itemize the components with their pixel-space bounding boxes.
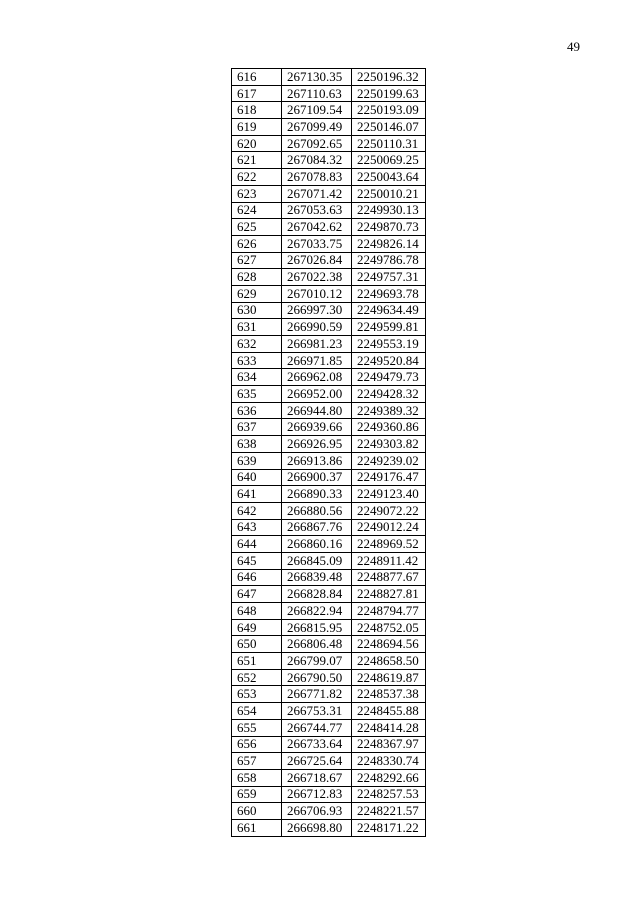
x-coordinate-cell: 266706.93: [282, 803, 352, 820]
point-number-cell: 649: [232, 619, 282, 636]
point-number-cell: 652: [232, 669, 282, 686]
y-coordinate-cell: 2249303.82: [352, 436, 426, 453]
point-number-cell: 620: [232, 135, 282, 152]
x-coordinate-cell: 266806.48: [282, 636, 352, 653]
table-row: [232, 636, 426, 653]
point-number-cell: 639: [232, 452, 282, 469]
point-number-cell: 646: [232, 569, 282, 586]
table-row: [232, 119, 426, 136]
x-coordinate-cell: 266828.84: [282, 586, 352, 603]
point-number-cell: 654: [232, 703, 282, 720]
y-coordinate-cell: 2248911.42: [352, 552, 426, 569]
point-number-cell: 641: [232, 486, 282, 503]
point-number-cell: 644: [232, 536, 282, 553]
point-number-cell: 660: [232, 803, 282, 820]
y-coordinate-cell: 2248827.81: [352, 586, 426, 603]
table-row: [232, 819, 426, 836]
point-number-cell: 661: [232, 819, 282, 836]
y-coordinate-cell: 2248658.50: [352, 653, 426, 670]
point-number-cell: 650: [232, 636, 282, 653]
x-coordinate-cell: 266860.16: [282, 536, 352, 553]
table-row: [232, 352, 426, 369]
point-number-cell: 647: [232, 586, 282, 603]
table-row: [232, 386, 426, 403]
y-coordinate-cell: 2249870.73: [352, 219, 426, 236]
y-coordinate-cell: 2249786.78: [352, 252, 426, 269]
x-coordinate-cell: 267110.63: [282, 85, 352, 102]
table-row: [232, 486, 426, 503]
point-number-cell: 621: [232, 152, 282, 169]
y-coordinate-cell: 2250199.63: [352, 85, 426, 102]
point-number-cell: 642: [232, 502, 282, 519]
y-coordinate-cell: 2249479.73: [352, 369, 426, 386]
point-number-cell: 655: [232, 719, 282, 736]
y-coordinate-cell: 2248257.53: [352, 786, 426, 803]
table-row: [232, 552, 426, 569]
table-row: [232, 135, 426, 152]
y-coordinate-cell: 2248367.97: [352, 736, 426, 753]
y-coordinate-cell: 2248171.22: [352, 819, 426, 836]
point-number-cell: 635: [232, 386, 282, 403]
x-coordinate-cell: 266944.80: [282, 402, 352, 419]
coordinate-table: [231, 68, 426, 837]
y-coordinate-cell: 2249012.24: [352, 519, 426, 536]
point-number-cell: 657: [232, 753, 282, 770]
table-row: [232, 336, 426, 353]
y-coordinate-cell: 2249693.78: [352, 285, 426, 302]
x-coordinate-cell: 266913.86: [282, 452, 352, 469]
x-coordinate-cell: 266981.23: [282, 336, 352, 353]
y-coordinate-cell: 2249239.02: [352, 452, 426, 469]
point-number-cell: 628: [232, 269, 282, 286]
y-coordinate-cell: 2249930.13: [352, 202, 426, 219]
table-row: [232, 653, 426, 670]
y-coordinate-cell: 2249826.14: [352, 235, 426, 252]
point-number-cell: 624: [232, 202, 282, 219]
page-number: 49: [567, 39, 580, 54]
x-coordinate-cell: 267053.63: [282, 202, 352, 219]
y-coordinate-cell: 2250069.25: [352, 152, 426, 169]
x-coordinate-cell: 266900.37: [282, 469, 352, 486]
table-row: [232, 69, 426, 86]
x-coordinate-cell: 266867.76: [282, 519, 352, 536]
y-coordinate-cell: 2249123.40: [352, 486, 426, 503]
x-coordinate-cell: 266725.64: [282, 753, 352, 770]
x-coordinate-cell: 267099.49: [282, 119, 352, 136]
point-number-cell: 617: [232, 85, 282, 102]
y-coordinate-cell: 2249428.32: [352, 386, 426, 403]
x-coordinate-cell: 266712.83: [282, 786, 352, 803]
x-coordinate-cell: 266799.07: [282, 653, 352, 670]
table-row: [232, 169, 426, 186]
point-number-cell: 632: [232, 336, 282, 353]
table-row: [232, 469, 426, 486]
point-number-cell: 618: [232, 102, 282, 119]
table-row: [232, 786, 426, 803]
x-coordinate-cell: 267092.65: [282, 135, 352, 152]
y-coordinate-cell: 2250043.64: [352, 169, 426, 186]
x-coordinate-cell: 266698.80: [282, 819, 352, 836]
y-coordinate-cell: 2248330.74: [352, 753, 426, 770]
y-coordinate-cell: 2248694.56: [352, 636, 426, 653]
y-coordinate-cell: 2249176.47: [352, 469, 426, 486]
coordinate-table-body: [232, 69, 426, 837]
point-number-cell: 648: [232, 603, 282, 620]
y-coordinate-cell: 2249360.86: [352, 419, 426, 436]
table-row: [232, 569, 426, 586]
y-coordinate-cell: 2249389.32: [352, 402, 426, 419]
point-number-cell: 640: [232, 469, 282, 486]
x-coordinate-cell: 266839.48: [282, 569, 352, 586]
x-coordinate-cell: 266939.66: [282, 419, 352, 436]
point-number-cell: 630: [232, 302, 282, 319]
table-row: [232, 619, 426, 636]
x-coordinate-cell: 267078.83: [282, 169, 352, 186]
point-number-cell: 634: [232, 369, 282, 386]
x-coordinate-cell: 267022.38: [282, 269, 352, 286]
x-coordinate-cell: 266971.85: [282, 352, 352, 369]
x-coordinate-cell: 266890.33: [282, 486, 352, 503]
x-coordinate-cell: 266952.00: [282, 386, 352, 403]
x-coordinate-cell: 267130.35: [282, 69, 352, 86]
x-coordinate-cell: 266997.30: [282, 302, 352, 319]
table-row: [232, 753, 426, 770]
table-row: [232, 686, 426, 703]
table-row: [232, 152, 426, 169]
table-row: [232, 803, 426, 820]
point-number-cell: 643: [232, 519, 282, 536]
y-coordinate-cell: 2249757.31: [352, 269, 426, 286]
point-number-cell: 623: [232, 185, 282, 202]
table-row: [232, 436, 426, 453]
point-number-cell: 653: [232, 686, 282, 703]
table-row: [232, 219, 426, 236]
x-coordinate-cell: 267071.42: [282, 185, 352, 202]
y-coordinate-cell: 2248619.87: [352, 669, 426, 686]
table-row: [232, 719, 426, 736]
x-coordinate-cell: 266790.50: [282, 669, 352, 686]
table-row: [232, 202, 426, 219]
point-number-cell: 637: [232, 419, 282, 436]
x-coordinate-cell: 266733.64: [282, 736, 352, 753]
table-row: [232, 302, 426, 319]
y-coordinate-cell: 2248221.57: [352, 803, 426, 820]
table-row: [232, 452, 426, 469]
table-row: [232, 419, 426, 436]
point-number-cell: 633: [232, 352, 282, 369]
x-coordinate-cell: 267033.75: [282, 235, 352, 252]
table-row: [232, 669, 426, 686]
point-number-cell: 636: [232, 402, 282, 419]
table-row: [232, 502, 426, 519]
x-coordinate-cell: 266990.59: [282, 319, 352, 336]
x-coordinate-cell: 267010.12: [282, 285, 352, 302]
x-coordinate-cell: 267042.62: [282, 219, 352, 236]
x-coordinate-cell: 266926.95: [282, 436, 352, 453]
y-coordinate-cell: 2248752.05: [352, 619, 426, 636]
point-number-cell: 625: [232, 219, 282, 236]
y-coordinate-cell: 2248877.67: [352, 569, 426, 586]
point-number-cell: 658: [232, 769, 282, 786]
table-row: [232, 536, 426, 553]
y-coordinate-cell: 2248455.88: [352, 703, 426, 720]
x-coordinate-cell: 266753.31: [282, 703, 352, 720]
y-coordinate-cell: 2249634.49: [352, 302, 426, 319]
table-row: [232, 252, 426, 269]
table-row: [232, 603, 426, 620]
point-number-cell: 629: [232, 285, 282, 302]
point-number-cell: 645: [232, 552, 282, 569]
y-coordinate-cell: 2248414.28: [352, 719, 426, 736]
x-coordinate-cell: 267026.84: [282, 252, 352, 269]
table-row: [232, 369, 426, 386]
point-number-cell: 659: [232, 786, 282, 803]
x-coordinate-cell: 266815.95: [282, 619, 352, 636]
table-row: [232, 285, 426, 302]
x-coordinate-cell: 266962.08: [282, 369, 352, 386]
point-number-cell: 631: [232, 319, 282, 336]
x-coordinate-cell: 266845.09: [282, 552, 352, 569]
point-number-cell: 616: [232, 69, 282, 86]
x-coordinate-cell: 267109.54: [282, 102, 352, 119]
y-coordinate-cell: 2250196.32: [352, 69, 426, 86]
table-row: [232, 269, 426, 286]
y-coordinate-cell: 2250110.31: [352, 135, 426, 152]
y-coordinate-cell: 2249553.19: [352, 336, 426, 353]
table-row: [232, 102, 426, 119]
y-coordinate-cell: 2249520.84: [352, 352, 426, 369]
table-row: [232, 319, 426, 336]
point-number-cell: 627: [232, 252, 282, 269]
x-coordinate-cell: 266822.94: [282, 603, 352, 620]
y-coordinate-cell: 2248537.38: [352, 686, 426, 703]
x-coordinate-cell: 266880.56: [282, 502, 352, 519]
x-coordinate-cell: 266744.77: [282, 719, 352, 736]
x-coordinate-cell: 267084.32: [282, 152, 352, 169]
table-row: [232, 769, 426, 786]
point-number-cell: 626: [232, 235, 282, 252]
table-row: [232, 185, 426, 202]
x-coordinate-cell: 266771.82: [282, 686, 352, 703]
point-number-cell: 622: [232, 169, 282, 186]
y-coordinate-cell: 2248794.77: [352, 603, 426, 620]
point-number-cell: 638: [232, 436, 282, 453]
y-coordinate-cell: 2249599.81: [352, 319, 426, 336]
table-row: [232, 85, 426, 102]
y-coordinate-cell: 2248969.52: [352, 536, 426, 553]
y-coordinate-cell: 2250010.21: [352, 185, 426, 202]
point-number-cell: 651: [232, 653, 282, 670]
x-coordinate-cell: 266718.67: [282, 769, 352, 786]
table-row: [232, 736, 426, 753]
y-coordinate-cell: 2248292.66: [352, 769, 426, 786]
point-number-cell: 619: [232, 119, 282, 136]
point-number-cell: 656: [232, 736, 282, 753]
table-row: [232, 235, 426, 252]
y-coordinate-cell: 2249072.22: [352, 502, 426, 519]
table-row: [232, 402, 426, 419]
table-row: [232, 519, 426, 536]
table-row: [232, 703, 426, 720]
y-coordinate-cell: 2250193.09: [352, 102, 426, 119]
y-coordinate-cell: 2250146.07: [352, 119, 426, 136]
table-row: [232, 586, 426, 603]
